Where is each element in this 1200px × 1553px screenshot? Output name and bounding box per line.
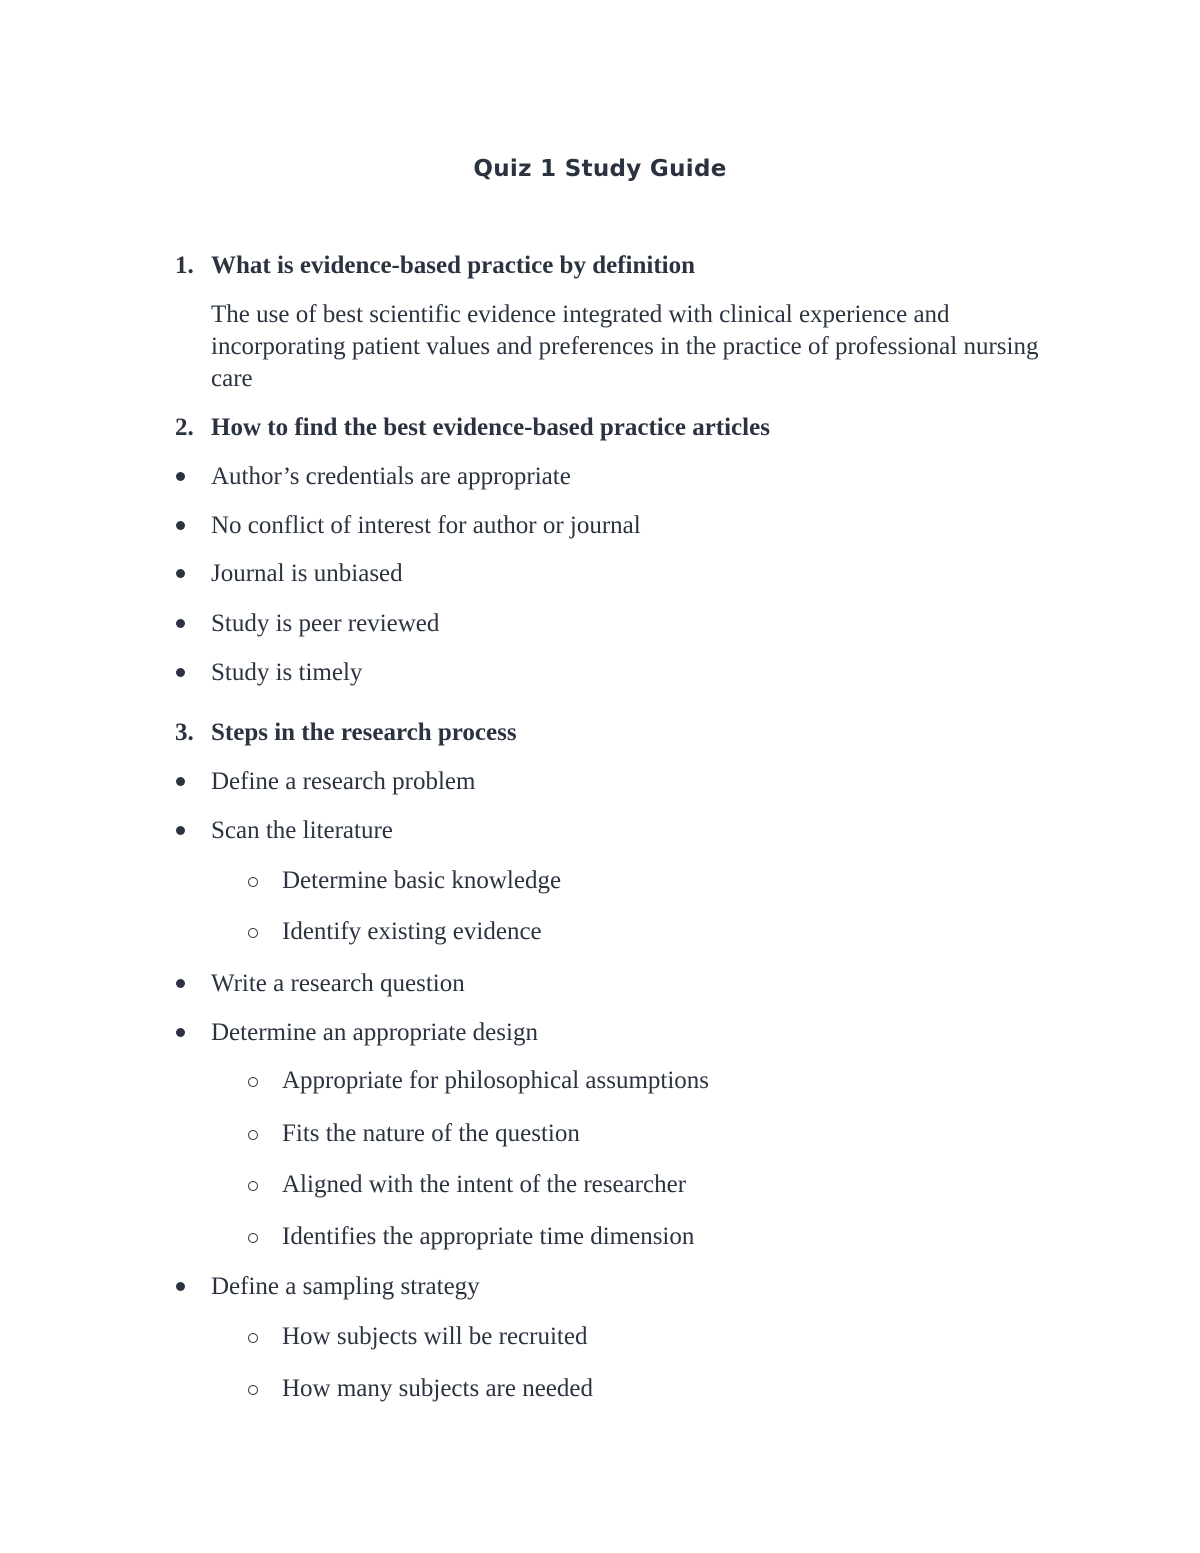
section-heading: What is evidence-based practice by definition — [211, 252, 696, 279]
section-paragraph: The use of best scientific evidence integrated with clinical experience and incorporating patient values and preferences in the practice of professional nursing care — [211, 301, 1039, 392]
sub-bullet-icon — [248, 877, 258, 887]
sub-list-item: Fits the nature of the question — [282, 1120, 580, 1147]
sub-list-item: How many subjects are needed — [282, 1375, 593, 1402]
bullet-icon — [176, 1028, 185, 1037]
list-item: Study is peer reviewed — [211, 610, 440, 637]
sub-list-item: Appropriate for philosophical assumptions — [282, 1067, 710, 1094]
sub-bullet-icon — [248, 1385, 258, 1395]
bullet-icon — [176, 569, 185, 578]
page-title: Quiz 1 Study Guide — [473, 156, 727, 182]
sub-list-item: Determine basic knowledge — [282, 867, 562, 894]
bullet-icon — [176, 619, 185, 628]
section-number: 1. — [175, 252, 194, 279]
section-number: 3. — [175, 719, 194, 746]
bullet-icon — [176, 979, 185, 988]
sub-bullet-icon — [248, 1077, 258, 1087]
sub-list-item: How subjects will be recruited — [282, 1323, 588, 1350]
bullet-icon — [176, 521, 185, 530]
bullet-icon — [176, 1282, 185, 1291]
list-item: Journal is unbiased — [211, 560, 403, 587]
section-heading: How to find the best evidence-based practice articles — [211, 414, 770, 441]
sub-list-item: Aligned with the intent of the researcher — [282, 1171, 687, 1198]
bullet-icon — [176, 668, 185, 677]
bullet-icon — [176, 777, 185, 786]
list-item: Author’s credentials are appropriate — [211, 463, 571, 490]
bullet-icon — [176, 472, 185, 481]
sub-bullet-icon — [248, 1130, 258, 1140]
sub-bullet-icon — [248, 1181, 258, 1191]
list-item: No conflict of interest for author or journal — [211, 512, 641, 539]
list-item: Write a research question — [211, 970, 465, 997]
list-item: Determine an appropriate design — [211, 1019, 538, 1046]
list-item: Define a research problem — [211, 768, 476, 795]
sub-list-item: Identify existing evidence — [282, 918, 542, 945]
sub-bullet-icon — [248, 1333, 258, 1343]
sub-bullet-icon — [248, 928, 258, 938]
list-item: Define a sampling strategy — [211, 1273, 480, 1300]
sub-bullet-icon — [248, 1233, 258, 1243]
bullet-icon — [176, 826, 185, 835]
section-heading: Steps in the research process — [211, 719, 517, 746]
section-number: 2. — [175, 414, 194, 441]
list-item: Study is timely — [211, 659, 363, 686]
sub-list-item: Identifies the appropriate time dimension — [282, 1223, 695, 1250]
list-item: Scan the literature — [211, 817, 393, 844]
